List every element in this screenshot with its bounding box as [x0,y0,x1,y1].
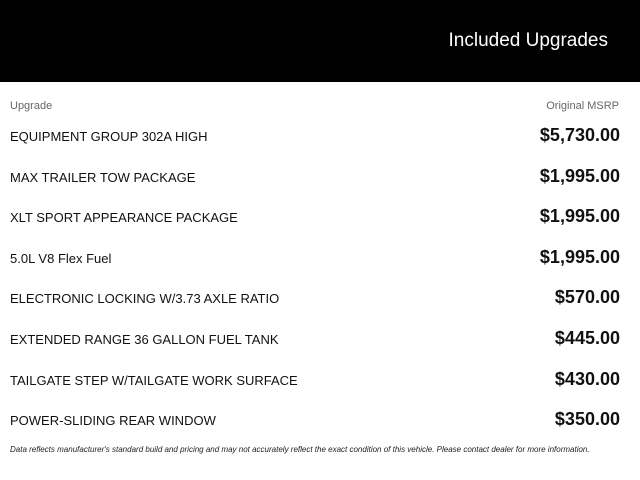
upgrade-price: $430.00 [554,368,620,389]
upgrade-name: EXTENDED RANGE 36 GALLON FUEL TANK [10,331,279,347]
disclaimer-text: Data reflects manufacturer's standard build and pricing and may not accurately reflect the exact condition of this vehicle. Please contact dealer for more information. [10,445,590,454]
list-item [0,115,640,156]
list-item [0,156,640,197]
upgrade-price: $350.00 [554,409,620,430]
list-item [0,196,640,237]
upgrade-name: TAILGATE STEP W/TAILGATE WORK SURFACE [10,372,298,388]
upgrade-name: XLT SPORT APPEARANCE PACKAGE [10,210,238,226]
upgrade-name: EQUIPMENT GROUP 302A HIGH [10,129,208,144]
list-item [0,399,640,440]
page-title: Included Upgrades [448,30,608,51]
list-item [0,237,640,278]
upgrade-price: $5,730.00 [539,125,620,145]
list-item [0,359,640,400]
upgrade-name: POWER-SLIDING REAR WINDOW [10,413,216,429]
column-header-upgrade: Upgrade [10,100,53,112]
upgrade-price: $1,995.00 [539,165,620,186]
column-header-msrp: Original MSRP [546,100,619,112]
upgrade-name: MAX TRAILER TOW PACKAGE [10,169,196,185]
upgrade-name: 5.0L V8 Flex Fuel [10,250,112,266]
upgrade-price: $1,995.00 [539,206,620,227]
upgrade-price: $1,995.00 [539,246,620,267]
upgrade-name: ELECTRONIC LOCKING W/3.73 AXLE RATIO [10,291,280,307]
list-item [0,318,640,359]
upgrades-list [0,115,640,440]
list-item [0,277,640,318]
upgrade-price: $445.00 [554,327,620,348]
header-bar [0,0,640,82]
upgrade-price: $570.00 [554,287,620,308]
